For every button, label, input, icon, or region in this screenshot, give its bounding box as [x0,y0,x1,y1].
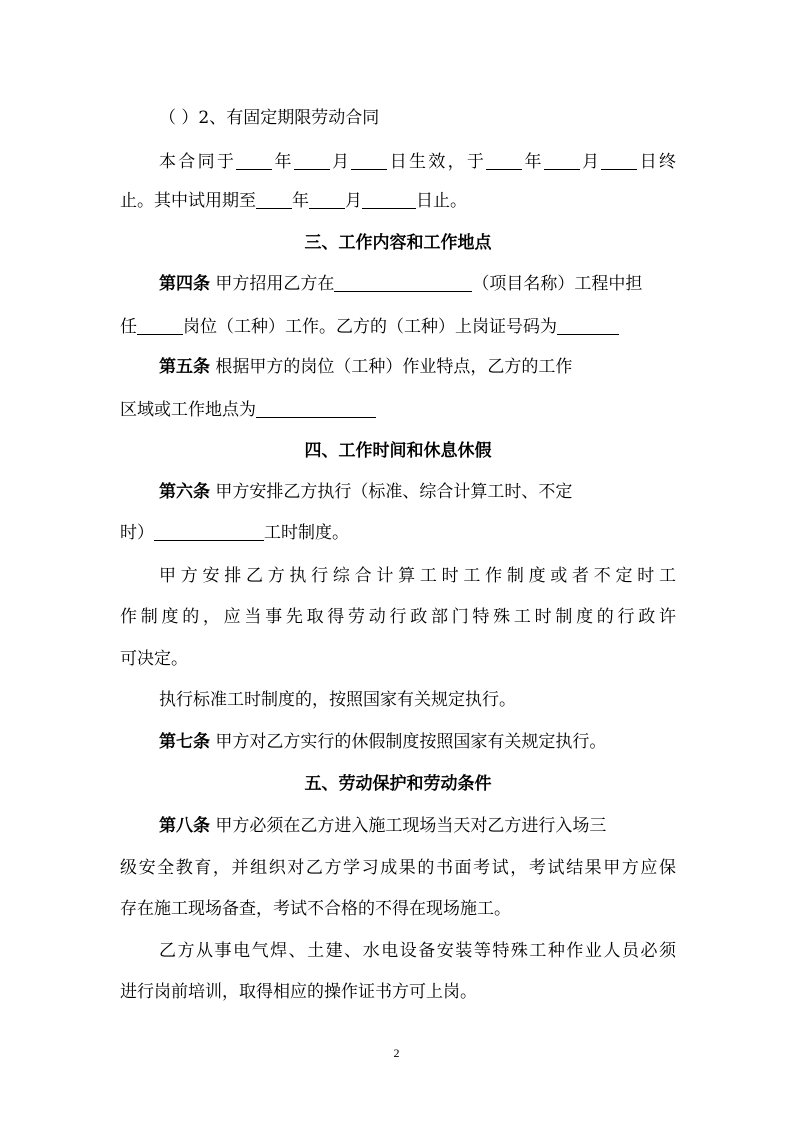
blank-field[interactable] [294,152,330,170]
section-heading-5: 五、劳动保护和劳动条件 [304,774,492,794]
working-hours-field[interactable] [154,523,264,541]
paragraph-line: 乙方从事电气焊、土建、水电设备安装等特殊工种作业人员必须 [159,941,676,961]
contract-type-option: （ ）2、有固定期限劳动合同 [159,108,380,128]
certificate-number-field[interactable] [557,317,619,335]
article-5-cont: 区域或工作地点为 [120,399,676,421]
article-7: 第七条 甲方对乙方实行的休假制度按照国家有关规定执行。 [159,732,607,752]
section-heading-4: 四、工作时间和休息休假 [304,441,492,461]
blank-field[interactable] [256,191,292,209]
article-6: 第六条 甲方安排乙方执行（标准、综合计算工时、不定 [159,482,573,502]
article-5: 第五条 根据甲方的岗位（工种）作业特点，乙方的工作 [159,357,573,377]
blank-field[interactable] [601,152,637,170]
probation-line: 止。其中试用期至 年 月 日止。 [120,191,467,211]
article-8: 第八条 甲方必须在乙方进入施工现场当天对乙方进行入场三 [159,816,607,836]
paragraph-line: 作制度的，应当事先取得劳动行政部门特殊工时制度的行政许 [120,607,676,627]
blank-field[interactable] [544,152,580,170]
position-field[interactable] [137,317,183,335]
paragraph-line: 可决定。 [120,649,188,669]
work-location-field[interactable] [256,400,376,418]
article-4: 第四条 甲方招用乙方在 （项目名称）工程中担 [159,274,643,294]
paragraph-line: 存在施工现场备查，考试不合格的不得在现场施工。 [120,899,511,919]
paragraph-line: 执行标准工时制度的，按照国家有关规定执行。 [159,690,516,710]
blank-field[interactable] [309,191,345,209]
effective-date-line: 本合同于 年 月 日生效，于 年 月 日终 [159,152,677,172]
blank-field[interactable] [362,191,416,209]
paragraph-line: 进行岗前培训，取得相应的操作证书方可上岗。 [120,982,477,1002]
blank-field[interactable] [351,152,387,170]
blank-field[interactable] [486,152,522,170]
paragraph-line: 甲方安排乙方执行综合计算工时工作制度或者不定时工 [159,566,676,586]
article-4-cont: 任 岗位（工种）工作。乙方的（工种）上岗证号码为 [120,316,676,338]
paragraph-line: 级安全教育，并组织对乙方学习成果的书面考试，考试结果甲方应保 [120,858,676,878]
blank-field[interactable] [236,152,272,170]
project-name-field[interactable] [334,274,472,292]
page-number: 2 [393,1046,400,1060]
section-heading-3: 三、工作内容和工作地点 [304,233,492,253]
article-6-cont: 时） 工时制度。 [120,523,349,543]
